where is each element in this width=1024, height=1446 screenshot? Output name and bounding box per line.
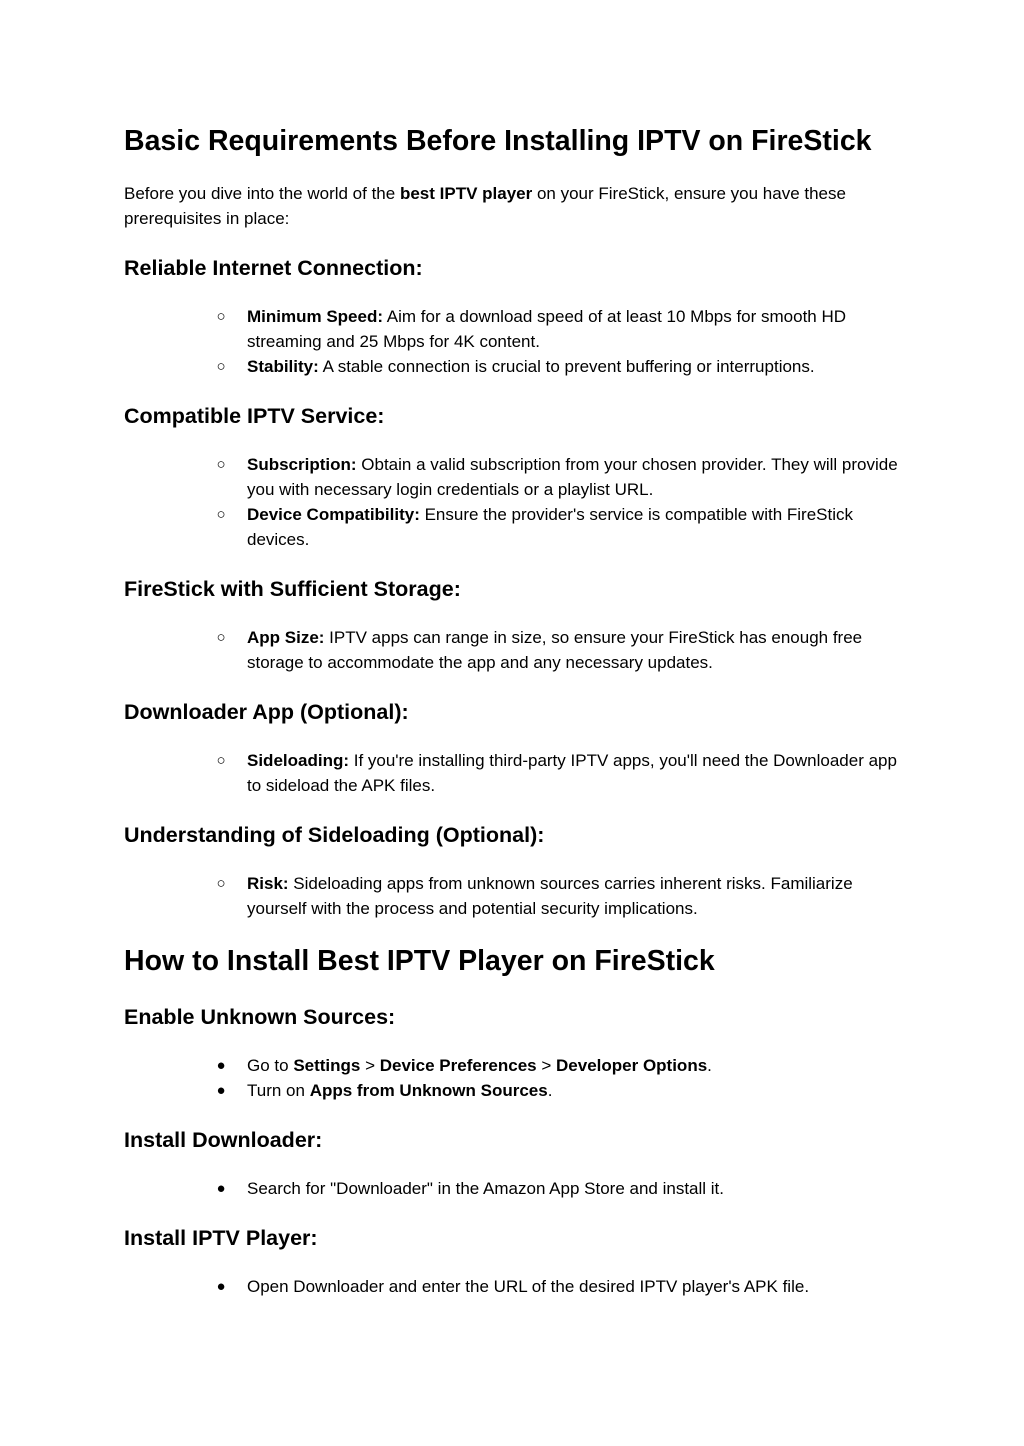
- item-text: A stable connection is crucial to prevent buffering or interruptions.: [318, 357, 815, 376]
- item-text: Aim for a download speed of at least 10 Mbps for smooth HD streaming and 25 Mbps for 4K content.: [247, 307, 847, 351]
- hollow-bullet-icon: ○: [216, 506, 226, 523]
- list-item: [214, 1053, 904, 1078]
- filled-bullet-icon: ●: [216, 1180, 226, 1197]
- item-text: Sideloading apps from unknown sources carries inherent risks. Familiarize yourself with the process and potential security implications.: [247, 874, 853, 918]
- item-text: Search for "Downloader" in the Amazon App Store and install it.: [247, 1179, 725, 1198]
- heading-enable-unknown-sources: Enable Unknown Sources:: [124, 1005, 396, 1029]
- heading-downloader-app: Downloader App (Optional):: [124, 700, 409, 724]
- filled-bullet-icon: ●: [216, 1082, 226, 1099]
- heading-storage: FireStick with Sufficient Storage:: [124, 577, 461, 601]
- item-label: App Size:: [247, 628, 325, 647]
- list-item: [214, 304, 904, 354]
- item-text: .: [707, 1056, 712, 1075]
- item-text: Obtain a valid subscription from your chosen provider. They will provide you with necessary login credentials or a playlist URL.: [247, 455, 898, 499]
- list-sideloading: [214, 871, 904, 921]
- item-text: Open Downloader and enter the URL of the desired IPTV player's APK file.: [247, 1277, 810, 1296]
- filled-bullet-icon: ●: [216, 1057, 226, 1074]
- list-item: [214, 354, 904, 379]
- list-item: [214, 1274, 904, 1299]
- item-label: Minimum Speed:: [247, 307, 384, 326]
- item-bold-text: Developer Options: [556, 1056, 708, 1075]
- item-text: Go to: [247, 1056, 294, 1075]
- list-install-downloader: [214, 1176, 904, 1201]
- item-label: Subscription:: [247, 455, 357, 474]
- item-label: Stability:: [247, 357, 319, 376]
- filled-bullet-icon: ●: [216, 1278, 226, 1295]
- item-text: If you're installing third-party IPTV apps, you'll need the Downloader app to sideload the APK files.: [247, 751, 897, 795]
- item-text: Ensure the provider's service is compatible with FireStick devices.: [247, 505, 854, 549]
- section-title-requirements: Basic Requirements Before Installing IPTV on FireStick: [124, 125, 872, 157]
- list-compatible-service: [214, 452, 904, 552]
- hollow-bullet-icon: ○: [216, 752, 226, 769]
- list-item: [214, 1176, 904, 1201]
- heading-internet-connection: Reliable Internet Connection:: [124, 256, 423, 280]
- list-storage: [214, 625, 904, 675]
- intro-paragraph: [124, 181, 904, 231]
- hollow-bullet-icon: ○: [216, 629, 226, 646]
- item-bold-text: Device Preferences: [379, 1056, 537, 1075]
- item-text: .: [547, 1081, 553, 1100]
- heading-compatible-service: Compatible IPTV Service:: [124, 404, 385, 428]
- hollow-bullet-icon: ○: [216, 308, 226, 325]
- item-text: Turn on: [247, 1081, 310, 1100]
- item-text: IPTV apps can range in size, so ensure your FireStick has enough free storage to accommodate the app and any necessary updates.: [247, 628, 863, 672]
- intro-bold-text: best IPTV player: [399, 184, 533, 203]
- list-enable-unknown-sources: [214, 1053, 904, 1103]
- heading-install-iptv-player: Install IPTV Player:: [124, 1226, 318, 1250]
- item-label: Sideloading:: [247, 751, 349, 770]
- list-install-iptv-player: [214, 1274, 904, 1299]
- hollow-bullet-icon: ○: [216, 358, 226, 375]
- intro-text: Before you dive into the world of the: [124, 184, 400, 203]
- item-text: >: [360, 1056, 380, 1075]
- intro-text: on your FireStick, ensure you have these prerequisites in place:: [124, 184, 846, 228]
- item-bold-text: Settings: [293, 1056, 361, 1075]
- item-bold-text: Apps from Unknown Sources: [309, 1081, 548, 1100]
- list-item: [214, 502, 904, 552]
- list-item: [214, 1078, 904, 1103]
- list-item: [214, 625, 904, 675]
- list-downloader-app: [214, 748, 904, 798]
- item-label: Risk:: [247, 874, 289, 893]
- list-item: [214, 748, 904, 798]
- item-text: >: [536, 1056, 557, 1075]
- list-item: [214, 871, 904, 921]
- hollow-bullet-icon: ○: [216, 456, 226, 473]
- list-item: [214, 452, 904, 502]
- hollow-bullet-icon: ○: [216, 875, 226, 892]
- item-label: Device Compatibility:: [247, 505, 420, 524]
- section-title-install: How to Install Best IPTV Player on FireStick: [124, 945, 715, 977]
- heading-install-downloader: Install Downloader:: [124, 1128, 323, 1152]
- heading-sideloading: Understanding of Sideloading (Optional):: [124, 823, 545, 847]
- list-internet-connection: [214, 304, 904, 379]
